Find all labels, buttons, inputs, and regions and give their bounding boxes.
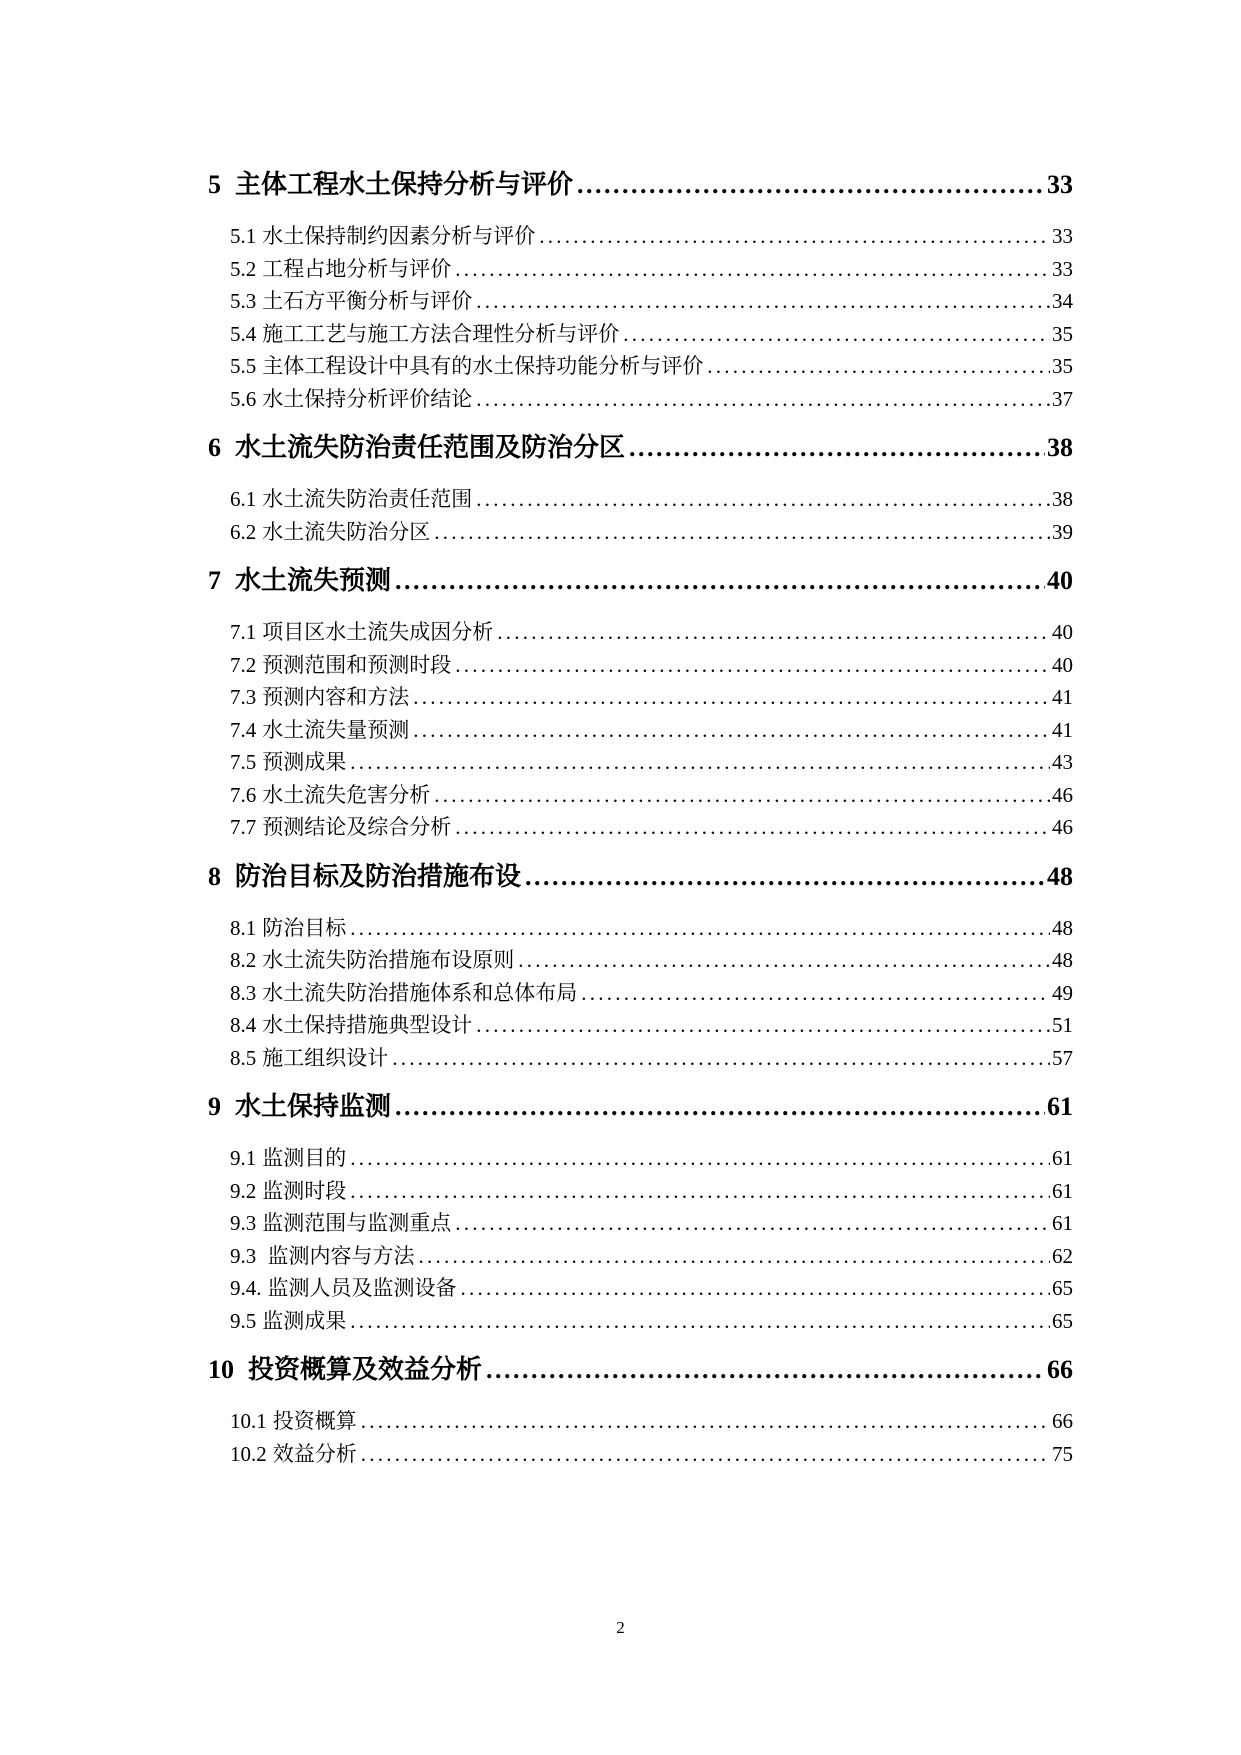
entry-title: 监测成果 bbox=[262, 1308, 347, 1333]
entry-page-number: 65 bbox=[1052, 1308, 1073, 1333]
toc-entry[interactable] bbox=[230, 1305, 1073, 1338]
chapter-number: 5 bbox=[208, 170, 221, 199]
entry-number: 9.1 bbox=[230, 1146, 257, 1170]
dot-leader bbox=[392, 1042, 1050, 1075]
toc-entry[interactable] bbox=[230, 516, 1073, 549]
toc-entry[interactable] bbox=[230, 1175, 1073, 1208]
toc-chapter-heading[interactable] bbox=[208, 1345, 1073, 1395]
entry-number: 5.6 bbox=[230, 386, 257, 411]
dot-leader bbox=[395, 1082, 1045, 1132]
toc-entry[interactable] bbox=[230, 1042, 1073, 1075]
entry-title: 监测内容与方法 bbox=[262, 1243, 415, 1268]
entry-number: 6.1 bbox=[230, 487, 257, 511]
entry-number: 8.1 bbox=[230, 915, 257, 940]
entry-number: 7.3 bbox=[230, 685, 257, 709]
toc-entry[interactable] bbox=[230, 220, 1073, 253]
entry-page-number: 46 bbox=[1052, 782, 1073, 807]
toc-entry-list bbox=[208, 912, 1073, 1075]
entry-title: 监测时段 bbox=[262, 1178, 347, 1203]
dot-leader bbox=[455, 649, 1050, 682]
chapter-title: 投资概算及效益分析 bbox=[248, 1355, 483, 1384]
entry-title: 监测目的 bbox=[262, 1146, 347, 1170]
entry-page-number: 49 bbox=[1052, 980, 1073, 1005]
entry-page-number: 51 bbox=[1052, 1013, 1073, 1037]
dot-leader bbox=[486, 1345, 1045, 1395]
chapter-number: 6 bbox=[208, 433, 221, 462]
entry-title: 水土保持制约因素分析与评价 bbox=[262, 224, 536, 248]
toc-entry[interactable] bbox=[230, 1009, 1073, 1042]
entry-page-number: 48 bbox=[1052, 948, 1073, 972]
entry-title: 水土流失危害分析 bbox=[262, 782, 431, 807]
chapter-number: 10 bbox=[208, 1355, 234, 1384]
dot-leader bbox=[476, 1009, 1050, 1042]
dot-leader bbox=[350, 912, 1050, 945]
entry-title: 效益分析 bbox=[272, 1441, 357, 1466]
dot-leader bbox=[577, 160, 1045, 210]
entry-page-number: 61 bbox=[1052, 1146, 1073, 1170]
entry-title: 水土保持分析评价结论 bbox=[262, 386, 473, 411]
dot-leader bbox=[413, 681, 1050, 714]
entry-page-number: 35 bbox=[1052, 354, 1073, 378]
entry-page-number: 75 bbox=[1052, 1441, 1073, 1466]
entry-number: 7.5 bbox=[230, 750, 257, 774]
toc-entry[interactable] bbox=[230, 616, 1073, 649]
toc-entry[interactable] bbox=[230, 944, 1073, 977]
dot-leader bbox=[476, 383, 1050, 416]
toc-entry[interactable] bbox=[230, 350, 1073, 383]
dot-leader bbox=[539, 220, 1050, 253]
entry-title: 水土流失防治分区 bbox=[262, 519, 431, 544]
dot-leader bbox=[518, 944, 1050, 977]
chapter-page-number: 48 bbox=[1047, 861, 1073, 891]
dot-leader bbox=[434, 516, 1050, 549]
toc-entry[interactable] bbox=[230, 681, 1073, 714]
entry-page-number: 65 bbox=[1052, 1276, 1073, 1300]
entry-page-number: 61 bbox=[1052, 1178, 1073, 1203]
entry-page-number: 62 bbox=[1052, 1243, 1073, 1268]
toc-chapter-heading[interactable] bbox=[208, 852, 1073, 902]
entry-page-number: 61 bbox=[1052, 1211, 1073, 1235]
entry-title: 工程占地分析与评价 bbox=[262, 256, 452, 281]
entry-title: 预测范围和预测时段 bbox=[262, 652, 452, 677]
entry-number: 8.5 bbox=[230, 1045, 257, 1070]
dot-leader bbox=[455, 253, 1050, 286]
entry-page-number: 66 bbox=[1052, 1409, 1073, 1433]
table-of-contents bbox=[208, 160, 1073, 1478]
toc-section bbox=[208, 1345, 1073, 1470]
entry-title: 水土流失防治措施布设原则 bbox=[262, 948, 515, 972]
entry-number: 10.2 bbox=[230, 1441, 267, 1466]
entry-page-number: 41 bbox=[1052, 685, 1073, 709]
toc-entry[interactable] bbox=[230, 746, 1073, 779]
entry-title: 投资概算 bbox=[272, 1409, 357, 1433]
dot-leader bbox=[455, 811, 1050, 844]
entry-title: 监测人员及监测设备 bbox=[267, 1276, 457, 1300]
entry-page-number: 38 bbox=[1052, 487, 1073, 511]
dot-leader bbox=[395, 556, 1045, 606]
entry-page-number: 40 bbox=[1052, 652, 1073, 677]
entry-number: 9.3 bbox=[230, 1211, 257, 1235]
toc-entry[interactable] bbox=[230, 383, 1073, 416]
dot-leader bbox=[623, 318, 1050, 351]
entry-title: 土石方平衡分析与评价 bbox=[262, 289, 473, 313]
entry-number: 8.4 bbox=[230, 1013, 257, 1037]
toc-entry[interactable] bbox=[230, 977, 1073, 1010]
dot-leader bbox=[581, 977, 1050, 1010]
dot-leader bbox=[476, 483, 1050, 516]
dot-leader bbox=[525, 852, 1045, 902]
chapter-number: 7 bbox=[208, 566, 221, 595]
toc-entry-list bbox=[208, 1405, 1073, 1470]
entry-number: 6.2 bbox=[230, 519, 257, 544]
toc-entry[interactable] bbox=[230, 1207, 1073, 1240]
chapter-title: 主体工程水土保持分析与评价 bbox=[235, 170, 574, 199]
chapter-page-number: 38 bbox=[1047, 433, 1073, 462]
chapter-title: 水土流失防治责任范围及防治分区 bbox=[235, 433, 626, 462]
entry-number: 5.1 bbox=[230, 224, 257, 248]
chapter-title: 水土保持监测 bbox=[235, 1092, 392, 1121]
toc-chapter-heading[interactable] bbox=[208, 1082, 1073, 1132]
entry-number: 9.2 bbox=[230, 1178, 257, 1203]
entry-title: 水土流失量预测 bbox=[262, 717, 410, 742]
dot-leader bbox=[419, 1240, 1051, 1273]
dot-leader bbox=[361, 1438, 1050, 1471]
entry-page-number: 43 bbox=[1052, 750, 1073, 774]
toc-entry[interactable] bbox=[230, 912, 1073, 945]
chapter-page-number: 66 bbox=[1047, 1355, 1073, 1384]
entry-title: 预测结论及综合分析 bbox=[262, 815, 452, 839]
toc-entry-list bbox=[208, 220, 1073, 415]
toc-entry-list bbox=[208, 616, 1073, 844]
toc-entry[interactable] bbox=[230, 1405, 1073, 1438]
chapter-number: 8 bbox=[208, 861, 221, 891]
entry-page-number: 33 bbox=[1052, 224, 1073, 248]
entry-title: 水土保持措施典型设计 bbox=[262, 1013, 473, 1037]
entry-title: 预测内容和方法 bbox=[262, 685, 410, 709]
entry-number: 8.2 bbox=[230, 948, 257, 972]
toc-entry[interactable] bbox=[230, 714, 1073, 747]
toc-entry-list bbox=[208, 1142, 1073, 1337]
chapter-page-number: 61 bbox=[1047, 1092, 1073, 1121]
toc-entry[interactable] bbox=[230, 1272, 1073, 1305]
toc-entry[interactable] bbox=[230, 1142, 1073, 1175]
chapter-page-number: 40 bbox=[1047, 566, 1073, 595]
entry-number: 7.7 bbox=[230, 815, 257, 839]
entry-page-number: 57 bbox=[1052, 1045, 1073, 1070]
entry-number: 7.2 bbox=[230, 652, 257, 677]
entry-page-number: 37 bbox=[1052, 386, 1073, 411]
toc-entry[interactable] bbox=[230, 253, 1073, 286]
entry-title: 项目区水土流失成因分析 bbox=[262, 620, 494, 644]
dot-leader bbox=[350, 1142, 1050, 1175]
entry-number: 9.3 bbox=[230, 1243, 257, 1268]
entry-title: 水土流失防治责任范围 bbox=[262, 487, 473, 511]
toc-entry[interactable] bbox=[230, 483, 1073, 516]
dot-leader bbox=[497, 616, 1050, 649]
entry-number: 5.3 bbox=[230, 289, 257, 313]
dot-leader bbox=[707, 350, 1050, 383]
toc-section bbox=[208, 160, 1073, 415]
entry-number: 7.6 bbox=[230, 782, 257, 807]
toc-entry[interactable] bbox=[230, 318, 1073, 351]
chapter-title: 水土流失预测 bbox=[235, 566, 392, 595]
entry-page-number: 34 bbox=[1052, 289, 1073, 313]
page-number: 2 bbox=[616, 1618, 625, 1637]
entry-number: 5.4 bbox=[230, 321, 257, 346]
dot-leader bbox=[361, 1405, 1050, 1438]
entry-page-number: 41 bbox=[1052, 717, 1073, 742]
dot-leader bbox=[413, 714, 1050, 747]
toc-section bbox=[208, 1082, 1073, 1337]
toc-entry[interactable] bbox=[230, 1438, 1073, 1471]
dot-leader bbox=[350, 1305, 1050, 1338]
entry-number: 5.2 bbox=[230, 256, 257, 281]
toc-entry-list bbox=[208, 483, 1073, 548]
toc-section bbox=[208, 852, 1073, 1075]
toc-section bbox=[208, 556, 1073, 844]
toc-entry[interactable] bbox=[230, 811, 1073, 844]
entry-number: 9.4. bbox=[230, 1276, 262, 1300]
entry-number: 7.4 bbox=[230, 717, 257, 742]
entry-number: 8.3 bbox=[230, 980, 257, 1005]
toc-chapter-heading[interactable] bbox=[208, 556, 1073, 606]
entry-page-number: 48 bbox=[1052, 915, 1073, 940]
toc-entry[interactable] bbox=[230, 779, 1073, 812]
entry-title: 主体工程设计中具有的水土保持功能分析与评价 bbox=[262, 354, 704, 378]
entry-number: 9.5 bbox=[230, 1308, 257, 1333]
entry-title: 水土流失防治措施体系和总体布局 bbox=[262, 980, 578, 1005]
toc-entry[interactable] bbox=[230, 1240, 1073, 1273]
entry-title: 监测范围与监测重点 bbox=[262, 1211, 452, 1235]
entry-number: 10.1 bbox=[230, 1409, 267, 1433]
toc-section bbox=[208, 423, 1073, 548]
chapter-page-number: 33 bbox=[1047, 170, 1073, 199]
chapter-title: 防治目标及防治措施布设 bbox=[235, 861, 522, 891]
dot-leader bbox=[350, 746, 1050, 779]
entry-page-number: 40 bbox=[1052, 620, 1073, 644]
dot-leader bbox=[350, 1175, 1050, 1208]
toc-entry[interactable] bbox=[230, 285, 1073, 318]
dot-leader bbox=[434, 779, 1050, 812]
dot-leader bbox=[461, 1272, 1051, 1305]
dot-leader bbox=[455, 1207, 1050, 1240]
entry-page-number: 33 bbox=[1052, 256, 1073, 281]
entry-number: 7.1 bbox=[230, 620, 257, 644]
dot-leader bbox=[629, 423, 1045, 473]
entry-page-number: 46 bbox=[1052, 815, 1073, 839]
entry-title: 预测成果 bbox=[262, 750, 347, 774]
toc-entry[interactable] bbox=[230, 649, 1073, 682]
dot-leader bbox=[476, 285, 1050, 318]
chapter-number: 9 bbox=[208, 1092, 221, 1121]
entry-number: 5.5 bbox=[230, 354, 257, 378]
entry-title: 防治目标 bbox=[262, 915, 347, 940]
toc-chapter-heading[interactable] bbox=[208, 160, 1073, 210]
entry-title: 施工工艺与施工方法合理性分析与评价 bbox=[262, 321, 620, 346]
toc-chapter-heading[interactable] bbox=[208, 423, 1073, 473]
entry-page-number: 39 bbox=[1052, 519, 1073, 544]
entry-page-number: 35 bbox=[1052, 321, 1073, 346]
entry-title: 施工组织设计 bbox=[262, 1045, 389, 1070]
